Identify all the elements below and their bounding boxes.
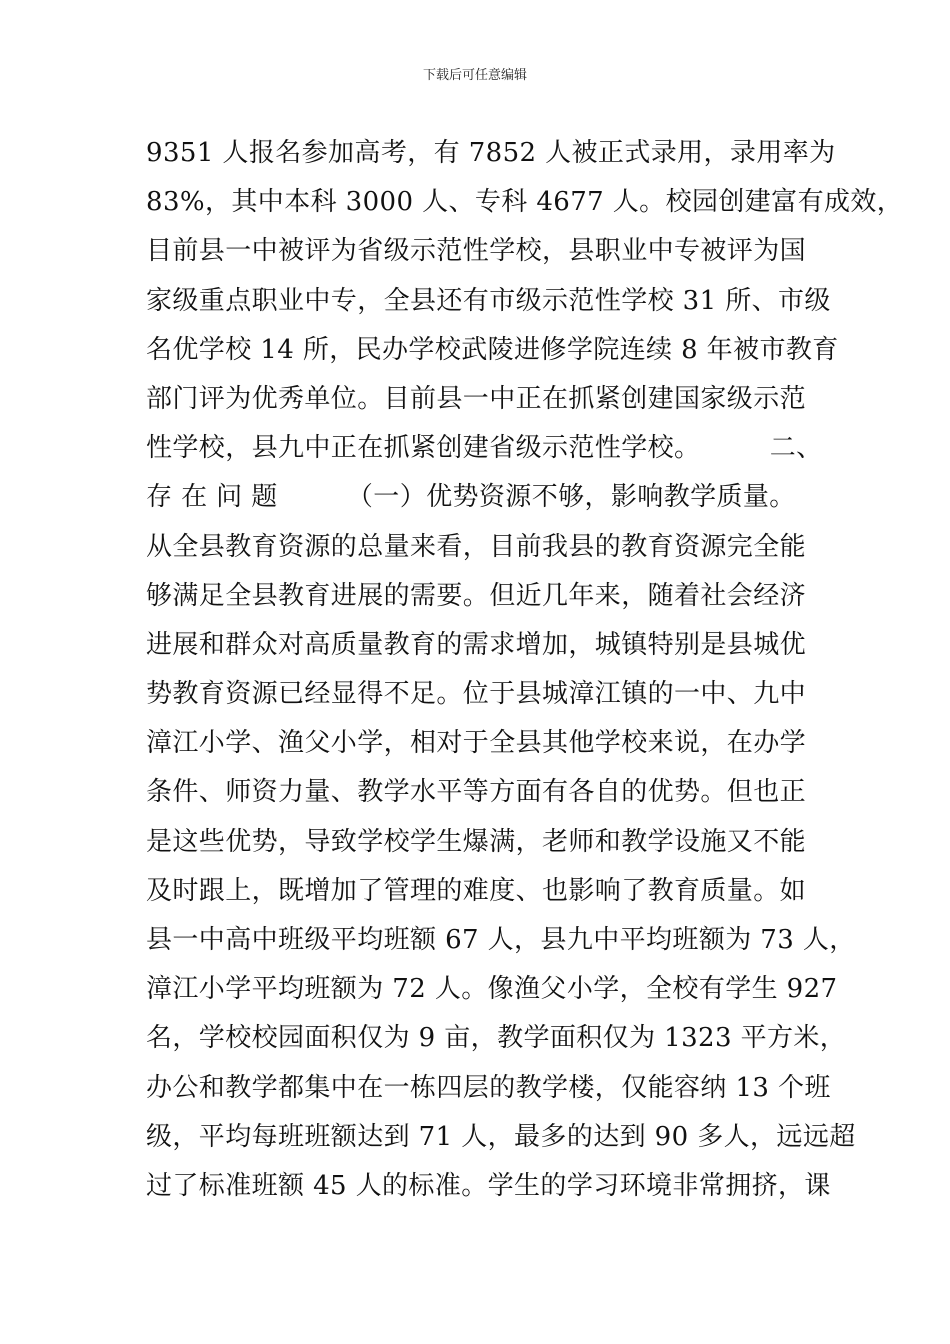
body-line: 及时跟上，既增加了管理的难度、也影响了教育质量。如 [146, 875, 807, 906]
body-line: 漳江小学平均班额为 72 人。像渔父小学，全校有学生 927 [146, 974, 838, 1005]
body-line: 家级重点职业中专，全县还有市级示范性学校 31 所、市级 [146, 285, 831, 316]
body-line: 势教育资源已经显得不足。位于县城漳江镇的一中、九中 [146, 679, 807, 710]
body-line: 部门评为优秀单位。目前县一中正在抓紧创建国家级示范 [146, 383, 807, 414]
body-line: 从全县教育资源的总量来看，目前我县的教育资源完全能 [146, 531, 807, 562]
body-line: 名，学校校园面积仅为 9 亩，教学面积仅为 1323 平方米， [146, 1023, 847, 1054]
body-line: 过了标准班额 45 人的标准。学生的学习环境非常拥挤，课 [146, 1170, 831, 1201]
body-line: 性学校，县九中正在抓紧创建省级示范性学校。 二、 [146, 433, 823, 464]
body-line: 级，平均每班班额达到 71 人，最多的达到 90 多人，远远超 [146, 1121, 856, 1152]
body-line: 目前县一中被评为省级示范性学校，县职业中专被评为国 [146, 236, 807, 267]
body-line: 条件、师资力量、教学水平等方面有各自的优势。但也正 [146, 777, 807, 808]
body-line: 名优学校 14 所，民办学校武陵进修学院连续 8 年被市教育 [146, 334, 839, 365]
body-line: 够满足全县教育进展的需要。但近几年来，随着社会经济 [146, 580, 807, 611]
body-line: 县一中高中班级平均班额 67 人，县九中平均班额为 73 人， [146, 925, 856, 955]
document-body [146, 129, 904, 1211]
body-line: 9351 人报名参加高考，有 7852 人被正式录用，录用率为 [146, 138, 836, 168]
body-line: 进展和群众对高质量教育的需求增加，城镇特别是县城优 [146, 629, 807, 660]
body-line: 83%，其中本科 3000 人、专科 4677 人。校园创建富有成效， [146, 187, 904, 218]
body-line-section-heading: 存 在 问 题 （一）优势资源不够，影响教学质量。 [146, 482, 796, 513]
body-line: 漳江小学、渔父小学，相对于全县其他学校来说，在办学 [146, 728, 807, 759]
body-line: 办公和教学都集中在一栋四层的教学楼，仅能容纳 13 个班 [146, 1072, 831, 1103]
page-header-note: 下载后可任意编辑 [422, 68, 527, 83]
body-line: 是这些优势，导致学校学生爆满，老师和教学设施又不能 [146, 826, 807, 857]
